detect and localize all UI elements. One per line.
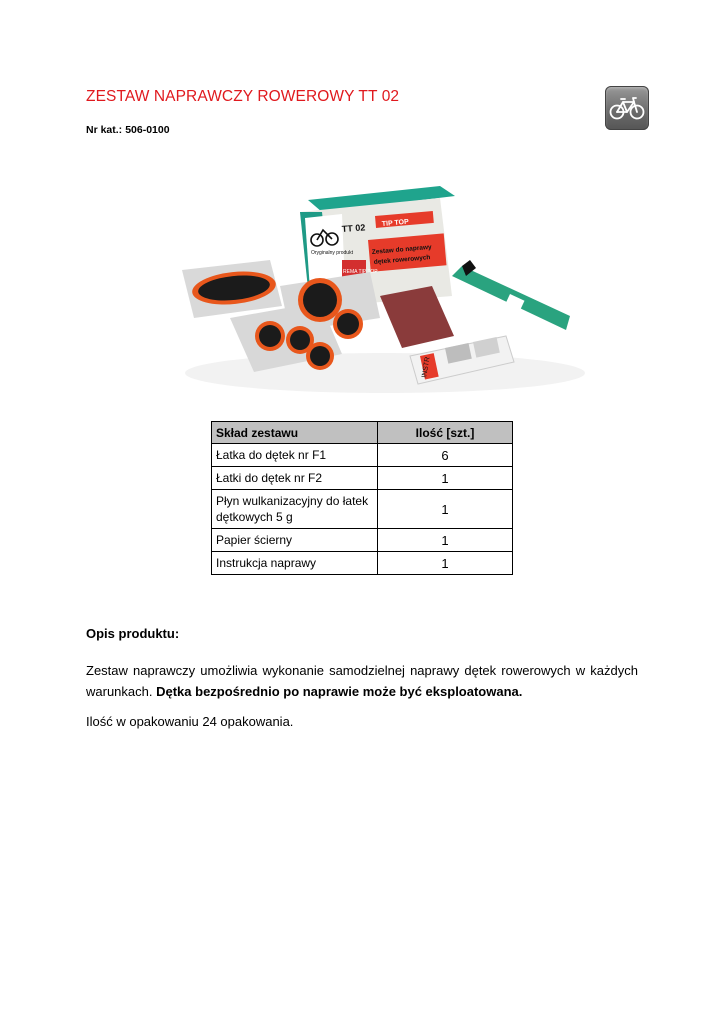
packaging-quantity: Ilość w opakowaniu 24 opakowania. [86, 714, 294, 729]
box-logo-text: REMA TIP TOP [343, 269, 378, 275]
item-name: Papier ścierny [212, 529, 378, 552]
item-quantity: 6 [378, 444, 513, 467]
box-original-text: Oryginalny produkt [311, 250, 353, 256]
description-text [86, 660, 638, 702]
item-name: Łatki do dętek nr F2 [212, 467, 378, 490]
item-quantity: 1 [378, 490, 513, 529]
kit-contents-table [211, 421, 513, 575]
product-photo [170, 168, 602, 408]
box-model-label: TT 02 [341, 222, 366, 234]
table-row [212, 467, 513, 490]
bicycle-badge [605, 86, 649, 130]
box-brand-label: TIP TOP [381, 218, 410, 228]
item-name: Płyn wulkanizacyjny do łatek dętkowych 5 g [212, 490, 378, 529]
table-row [212, 529, 513, 552]
bicycle-icon [609, 94, 645, 122]
item-name: Łatka do dętek nr F1 [212, 444, 378, 467]
description-bold: Dętka bezpośrednio po naprawie może być eksploatowana. [156, 684, 523, 699]
column-header-contents: Skład zestawu [212, 422, 378, 444]
catalog-number [86, 124, 170, 136]
column-header-quantity: Ilość [szt.] [378, 422, 513, 444]
table-row [212, 490, 513, 529]
table-row [212, 552, 513, 575]
item-name: Instrukcja naprawy [212, 552, 378, 575]
product-title: ZESTAW NAPRAWCZY ROWEROWY TT 02 [86, 88, 400, 105]
box-desc-line2: dętek rowerowych [373, 254, 431, 266]
item-quantity: 1 [378, 529, 513, 552]
catalog-value: 506-0100 [125, 124, 170, 136]
item-quantity: 1 [378, 552, 513, 575]
item-quantity: 1 [378, 467, 513, 490]
box-desc-line1: Zestaw do naprawy [371, 243, 432, 256]
table-header-row [212, 422, 513, 444]
table-row [212, 444, 513, 467]
description-normal: Zestaw naprawczy umożliwia wykonanie samodzielnej naprawy dętek rowerowych w każdych warunkach. [86, 663, 638, 699]
description-heading: Opis produktu: [86, 626, 180, 641]
catalog-label: Nr kat.: [86, 124, 123, 136]
instruction-label: INSTR [421, 356, 432, 379]
